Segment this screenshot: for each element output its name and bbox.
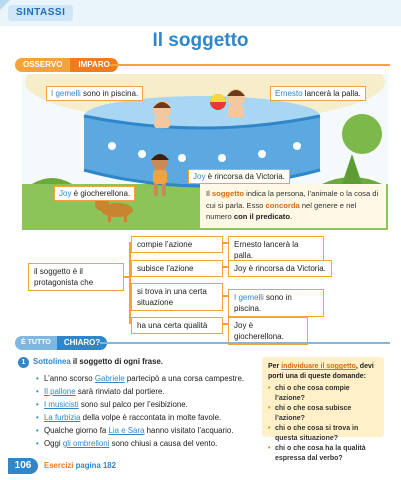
osservo-label: OSSERVO [15, 58, 70, 72]
exercise-item [36, 424, 261, 437]
diagram-example-4-rest: è giocherellona. [234, 321, 284, 341]
rule-definition-box [200, 184, 386, 228]
exercise-item [36, 411, 261, 424]
caption-joy-giocherellona-rest: è giocherellona. [71, 189, 131, 198]
diagram-branch-4 [131, 317, 223, 334]
rule-term-soggetto: soggetto [211, 189, 244, 198]
diagram-connector-trunk [129, 242, 131, 324]
exercise-list [36, 372, 261, 450]
tip-question: • chi o che cosa subisce l’azione? [268, 404, 378, 424]
page-title: Il soggetto [152, 30, 249, 51]
diagram-branch-3-label: si trova in una certa situazione [137, 287, 207, 307]
e-tutto-chiaro-banner [15, 336, 107, 350]
diagram-root-box [28, 263, 124, 291]
diagram-example-4 [228, 317, 308, 345]
exercise-item-post: partecipò a una corsa campestre. [124, 374, 245, 383]
diagram-connector-root [124, 276, 130, 278]
exercises-page: pagina 182 [75, 461, 116, 470]
tip-lead [268, 362, 378, 382]
caption-ernesto-rest: lancerà la palla. [302, 89, 361, 98]
diagram-example-2-rest: è rincorsa da Victoria. [246, 264, 326, 273]
exercise-item-subject[interactable]: Gabriele [94, 374, 125, 383]
caption-joy-victoria [188, 169, 290, 184]
diagram-branch-1 [131, 236, 223, 253]
diagram-example-4-subject: Joy [234, 321, 247, 330]
exercise-item [36, 385, 261, 398]
diagram-branch-4-label: ha una certa qualità [137, 321, 208, 330]
diagram-example-1 [228, 236, 324, 264]
caption-ernesto-subject: Ernesto [275, 89, 303, 98]
twin-left [153, 101, 171, 128]
exercise-item-post: sono chiusi a causa del vento. [109, 439, 218, 448]
imparo-label: IMPARO [70, 58, 117, 72]
chiaro-label: CHIARO? [57, 336, 107, 350]
rule-text-1: Il [206, 189, 212, 198]
tip-box [262, 357, 384, 462]
caption-joy-victoria-subject: Joy [193, 172, 206, 181]
exercise-item-subject[interactable]: I musicisti [44, 400, 79, 409]
rule-text-3: nel genere e nel numero [206, 200, 357, 221]
diagram-example-1-subject: Ernesto [234, 240, 262, 249]
caption-joy-giocherellona [54, 186, 135, 201]
diagram-arrow-4 [223, 323, 228, 325]
diagram-branch-2 [131, 260, 223, 277]
rule-text-2: indica la persona, l’animale o la cosa di cui si parla. Esso [206, 189, 379, 210]
diagram-example-3-rest: sono in piscina. [234, 293, 292, 313]
diagram-branch-1-label: compie l’azione [137, 240, 193, 249]
diagram-example-3-subject: I gemelli [234, 293, 264, 302]
exercise-item-pre: Oggi [44, 439, 63, 448]
exercise-item-post: sarà rinviato dal portiere. [75, 387, 165, 396]
rule-term-concorda: concorda [265, 200, 300, 210]
diagram-example-2 [228, 260, 332, 277]
exercise-item [36, 372, 261, 385]
caption-gemelli-rest: sono in piscina. [80, 89, 139, 98]
caption-gemelli-subject: I gemelli [51, 89, 81, 98]
diagram-example-2-subject: Joy [234, 264, 247, 273]
exercise-item-pre: Qualche giorno fa [44, 426, 109, 435]
diagram-example-1-rest: lancerà la palla. [234, 240, 299, 260]
exercise-item-post: hanno visitato l’acquario. [144, 426, 234, 435]
rule-term-predicato: con il predicato [233, 212, 290, 221]
etutto-label: È TUTTO [15, 336, 57, 350]
etutto-rule [100, 342, 390, 344]
exercises-reference[interactable] [44, 461, 116, 470]
diagram-arrow-3 [223, 295, 228, 297]
tip-lead-pre: Per [268, 363, 282, 370]
exercise-number: 1 [18, 357, 29, 368]
exercise-item-post: sono sul palco per l’esibizione. [78, 400, 188, 409]
exercise-instruction-rest: il soggetto di ogni frase. [70, 357, 163, 366]
exercise-item-subject[interactable]: La furbizia [44, 413, 81, 422]
osservo-rule [110, 64, 390, 66]
diagram-branch-3 [131, 283, 223, 311]
beach-ball [210, 94, 226, 110]
twin-right [227, 89, 245, 118]
caption-joy-giocherellona-subject: Joy [59, 189, 72, 198]
caption-joy-victoria-rest: è rincorsa da Victoria. [205, 172, 285, 181]
exercise-item-subject[interactable]: Il pallone [44, 387, 76, 396]
exercises-label: Esercizi [44, 461, 74, 470]
exercise-instruction-verb: Sottolinea [33, 357, 71, 366]
exercise-item-post: della volpe è raccontata in molte favole. [80, 413, 222, 422]
diagram-root-text: il soggetto è il protagonista che [34, 267, 94, 287]
tip-question: • chi o che cosa ha la qualità espressa dal verbo? [268, 444, 378, 464]
page-number: 106 [8, 458, 38, 474]
diagram-arrow-1 [223, 242, 228, 244]
diagram-arrow-2 [223, 266, 228, 268]
diagram-branch-2-label: subisce l’azione [137, 264, 194, 273]
exercise-item [36, 398, 261, 411]
diagram-example-3 [228, 289, 324, 317]
tip-question: • chi o che cosa compie l’azione? [268, 384, 378, 404]
rule-text-4: . [289, 212, 293, 221]
exercise-item-pre: L’anno scorso [44, 374, 95, 383]
tip-lead-highlight: individuare il soggetto [281, 363, 356, 370]
exercise-item-subject[interactable]: Lia e Sara [108, 426, 145, 435]
caption-gemelli [46, 86, 143, 101]
osservo-imparo-banner [15, 58, 118, 72]
caption-ernesto [270, 86, 366, 101]
section-tag: SINTASSI [8, 5, 73, 21]
exercise-title [18, 357, 163, 368]
exercise-item-subject[interactable]: gli ombrelloni [62, 439, 110, 448]
tip-lead-post: , devi porti una di queste domande: [268, 363, 374, 380]
tip-questions [268, 384, 378, 464]
exercise-item [36, 437, 261, 450]
tip-question: • chi o che cosa si trova in questa situazione? [268, 424, 378, 444]
